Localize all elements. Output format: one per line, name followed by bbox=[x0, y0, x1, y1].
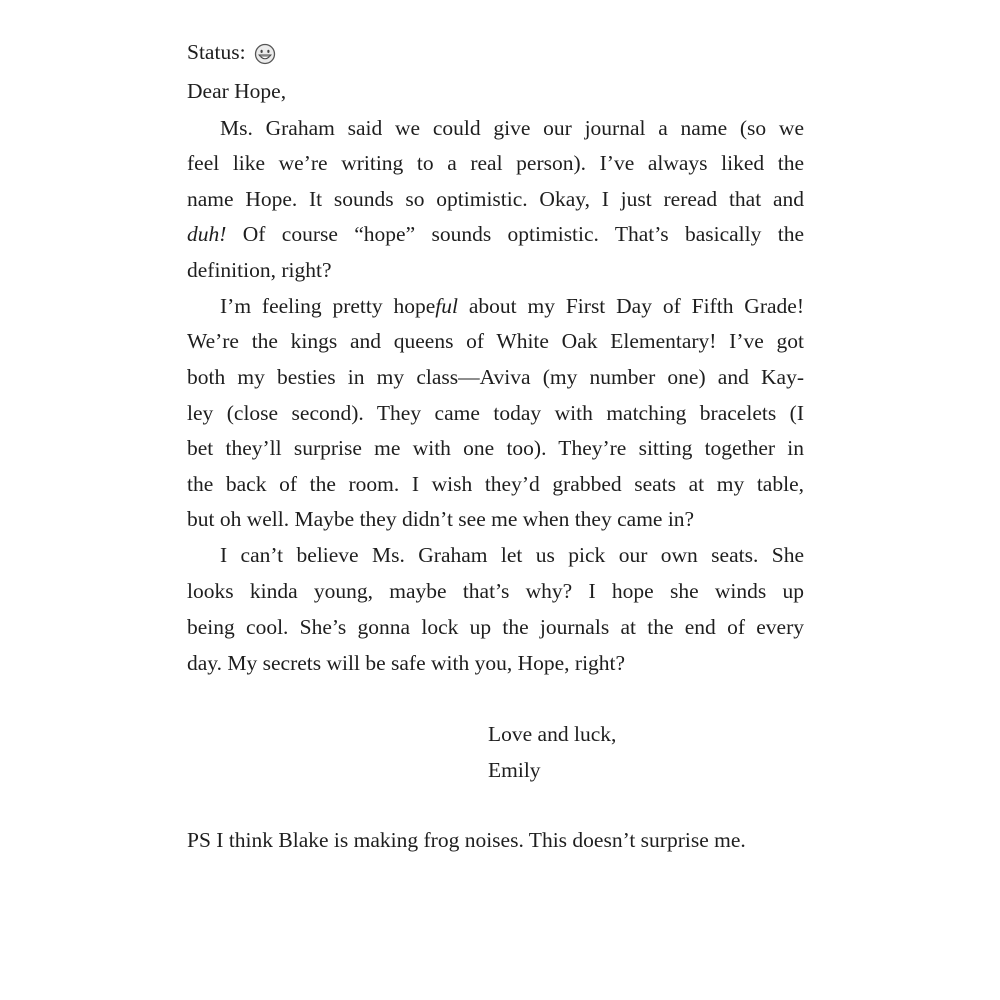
paragraph-2-line-1 bbox=[220, 296, 804, 318]
paragraph-2-line-3: both my besties in my class—Aviva (my number one) and Kay- bbox=[187, 365, 804, 389]
paragraph-1-line-3: name Hope. It sounds so optimistic. Okay, I just reread that and bbox=[187, 187, 804, 211]
paragraph-2-line-2: We’re the kings and queens of White Oak Elementary! I’ve got bbox=[187, 329, 804, 353]
closing-signoff: Love and luck, bbox=[488, 722, 617, 746]
paragraph-2-line-5: bet they’ll surprise me with one too). They’re sitting together in bbox=[187, 436, 804, 460]
paragraph-1-line-2: feel like we’re writing to a real person). I’ve always liked the bbox=[187, 151, 804, 175]
status-line bbox=[187, 42, 804, 64]
paragraph-1-line-5: definition, right? bbox=[187, 258, 332, 282]
paragraph-1-line-1: Ms. Graham said we could give our journal a name (so we bbox=[220, 116, 804, 140]
paragraph-2-line-1-start: I’m feeling pretty hope bbox=[220, 294, 436, 318]
salutation: Dear Hope, bbox=[187, 79, 287, 103]
paragraph-3-line-4: day. My secrets will be safe with you, Hope, right? bbox=[187, 651, 626, 675]
paragraph-3-line-1: I can’t believe Ms. Graham let us pick our own seats. She bbox=[220, 543, 804, 567]
paragraph-2-line-4: ley (close second). They came today with matching bracelets (I bbox=[187, 401, 804, 425]
paragraph-3-line-3: being cool. She’s gonna lock up the journals at the end of every bbox=[187, 615, 804, 639]
grinning-face-icon bbox=[254, 43, 276, 65]
emphasis-duh: duh! bbox=[187, 222, 227, 246]
paragraph-2-line-7: but oh well. Maybe they didn’t see me when they came in? bbox=[187, 507, 695, 531]
paragraph-3-line-2: looks kinda young, maybe that’s why? I hope she winds up bbox=[187, 579, 804, 603]
closing-name: Emily bbox=[488, 758, 541, 782]
paragraph-1-line-4-text: Of course “hope” sounds optimistic. That’s basically the bbox=[242, 222, 804, 246]
paragraph-1-line-4 bbox=[187, 224, 804, 246]
status-label: Status: bbox=[187, 40, 246, 65]
postscript: PS I think Blake is making frog noises. This doesn’t surprise me. bbox=[187, 828, 746, 852]
emphasis-ful: ful bbox=[435, 294, 458, 318]
paragraph-2-line-6: the back of the room. I wish they’d grabbed seats at my table, bbox=[187, 472, 804, 496]
paragraph-2-line-1-end: about my First Day of Fifth Grade! bbox=[468, 294, 804, 318]
